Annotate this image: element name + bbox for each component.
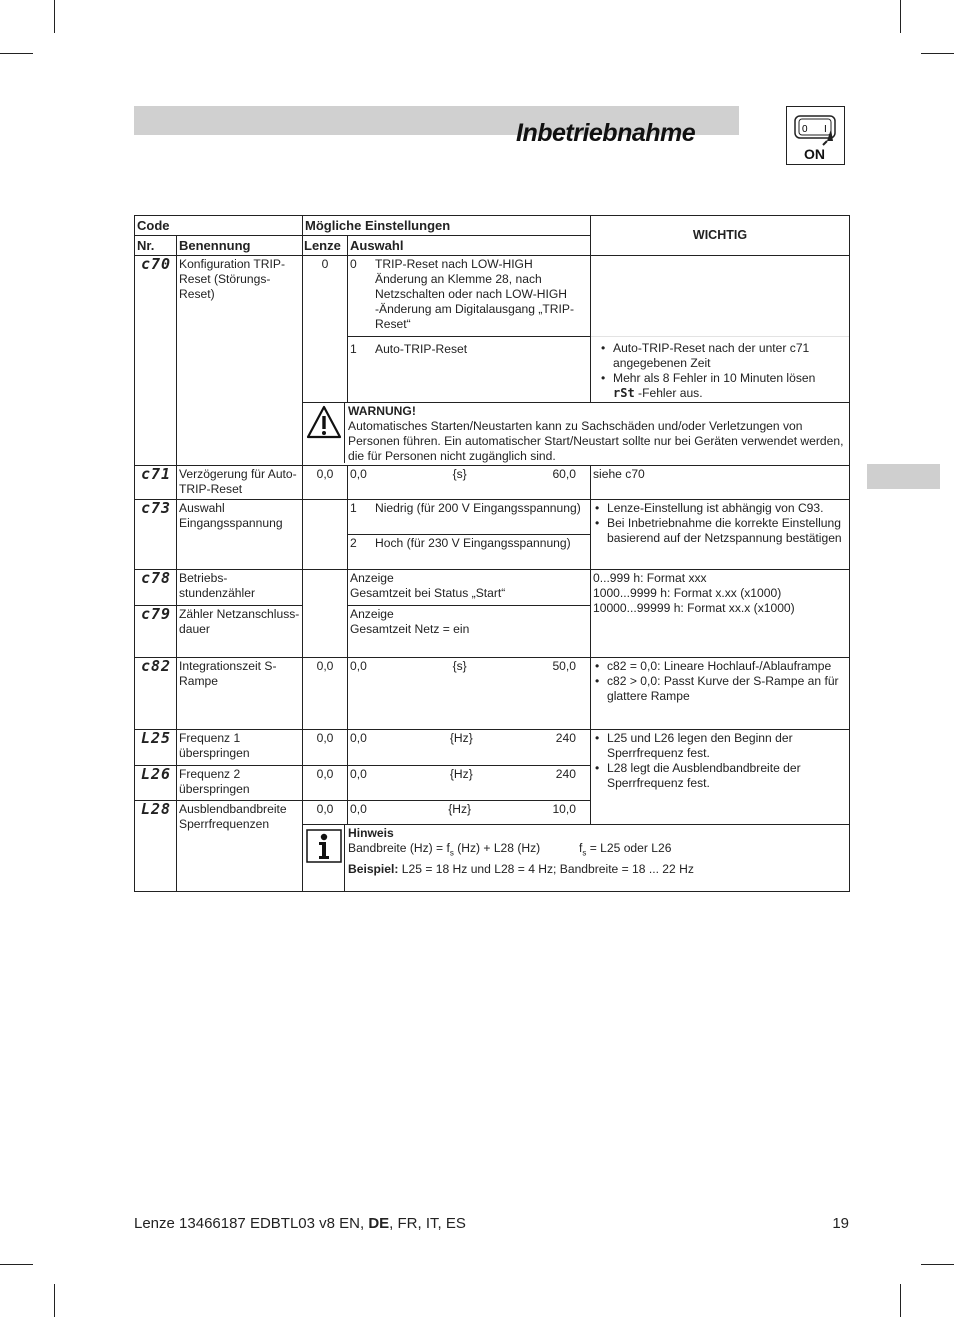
note-item: • Bei Inbetriebnahme die korrekte Einstellung basierend auf der Netzspannung bestätigen [607, 516, 847, 546]
code-L28: L28 [135, 801, 177, 892]
crop-mark [900, 0, 901, 33]
warning-icon [303, 403, 345, 463]
range-c82 [348, 658, 591, 730]
name-c79: Zähler Netzanschluss-dauer [177, 606, 303, 658]
formula-sub: s [582, 848, 587, 858]
formula-text: = L25 oder L26 [586, 841, 672, 855]
note-item [613, 371, 847, 401]
col-nr: Nr. [135, 236, 177, 256]
c70-note-empty [591, 256, 850, 337]
lenze-L25: 0,0 [303, 730, 348, 766]
page-number: 19 [832, 1215, 849, 1232]
sel-line: Gesamtzeit Netz = ein [350, 622, 470, 636]
range-L26 [348, 766, 591, 801]
note-text: Mehr als 8 Fehler in 10 Minuten lösen [613, 371, 816, 385]
crop-mark [921, 1264, 954, 1265]
info-icon [303, 825, 345, 891]
range-unit: {Hz} [449, 767, 473, 781]
code-c79: c79 [135, 606, 177, 658]
range-min: 0,0 [350, 467, 367, 481]
code-c82: c82 [135, 658, 177, 730]
name-L28: Ausblendbandbreite Sperrfrequenzen [177, 801, 303, 892]
hint-formula [348, 841, 846, 860]
code-L25: L25 [135, 730, 177, 766]
footer-text: , FR, IT, ES [389, 1215, 466, 1232]
note-item: • c82 = 0,0: Lineare Hochlauf-/Ablauframpe [607, 659, 847, 674]
formula-text: Bandbreite (Hz) = f [348, 841, 450, 855]
range-L28 [348, 801, 591, 825]
footer-doc-info [134, 1215, 466, 1232]
lenze-L26: 0,0 [303, 766, 348, 801]
parameter-table [134, 215, 850, 892]
formula-sub: s [449, 848, 454, 858]
option-text: TRIP-Reset nach LOW-HIGH Änderung an Klemme 28, nach Netzschalten oder nach LOW-HIGH -Änderung am Digitalausgang „TRIP-Reset“ [375, 257, 574, 331]
crop-mark [0, 53, 33, 54]
example-text: L25 = 18 Hz und L28 = 4 Hz; Bandbreite = 18 ... 22 Hz [398, 862, 694, 877]
note-item: • c82 > 0,0: Passt Kurve der S-Rampe an für glattere Rampe [607, 674, 847, 704]
footer-lang-current: DE [368, 1215, 390, 1232]
option-text: Hoch (für 230 V Eingangsspannung) [375, 536, 571, 550]
option-number: 1 [350, 342, 357, 356]
lenze-c73 [303, 500, 348, 570]
hint-title: Hinweis [348, 826, 394, 840]
name-L25: Frequenz 1 überspringen [177, 730, 303, 766]
notes-c78 [591, 570, 850, 658]
note-line: 10000...99999 h: Format xx.x (x1000) [593, 601, 795, 615]
hint-example [348, 862, 846, 877]
name-c71: Verzögerung für Auto-TRIP-Reset [177, 466, 303, 500]
code-c71: c71 [135, 466, 177, 500]
range-unit: {Hz} [449, 731, 473, 745]
range-min: 0,0 [350, 731, 367, 745]
on-label: ON [804, 146, 825, 162]
range-min: 0,0 [350, 659, 367, 673]
notes-c82 [591, 658, 850, 730]
crop-mark [921, 53, 954, 54]
power-switch-icon [786, 106, 845, 165]
note-item: • L25 und L26 legen den Beginn der Sperrfrequenz fest. [607, 731, 847, 761]
col-lenze: Lenze [303, 236, 348, 256]
lenze-c78-c79 [303, 570, 348, 658]
crop-mark [54, 1284, 55, 1317]
crop-mark [900, 1284, 901, 1317]
col-name: Benennung [177, 236, 303, 256]
c73-option-1 [348, 500, 591, 535]
name-c73: Auswahl Eingangsspannung [177, 500, 303, 570]
name-L26: Frequenz 2 überspringen [177, 766, 303, 801]
range-min: 0,0 [350, 767, 367, 781]
formula-text: f [579, 841, 583, 855]
code-c78: c78 [135, 570, 177, 606]
range-c71 [348, 466, 591, 500]
col-selection: Auswahl [348, 236, 591, 256]
sel-line: Anzeige [350, 607, 394, 621]
option-number: 1 [350, 501, 357, 515]
range-max: 10,0 [552, 802, 576, 816]
name-c82: Integrationszeit S-Rampe [177, 658, 303, 730]
example-label: Beispiel: [348, 862, 399, 877]
note-c71: siehe c70 [591, 466, 850, 500]
range-max: 240 [555, 731, 576, 745]
sel-c79 [348, 606, 591, 658]
sel-line: Anzeige [350, 571, 394, 585]
sel-c78 [348, 570, 591, 606]
warning-title: WARNUNG! [348, 404, 416, 418]
notes-L25 [591, 730, 850, 825]
footer-text: Lenze 13466187 EDBTL03 v8 EN, [134, 1215, 369, 1232]
note-text: -Fehler aus. [634, 386, 703, 400]
switch-on-mark: I [824, 124, 827, 135]
switch-off-mark: 0 [802, 124, 808, 135]
name-c70: Konfiguration TRIP-Reset (Störungs-Reset) [177, 256, 303, 466]
range-max: 240 [555, 767, 576, 781]
option-number: 2 [350, 536, 357, 550]
range-max: 60,0 [552, 467, 576, 481]
range-unit: {Hz} [448, 802, 472, 816]
col-important: WICHTIG [591, 216, 850, 256]
formula-text: (Hz) + L28 (Hz) [453, 841, 541, 855]
lenze-c82: 0,0 [303, 658, 348, 730]
code-L26: L26 [135, 766, 177, 801]
range-min: 0,0 [350, 802, 367, 816]
option-text: Niedrig (für 200 V Eingangsspannung) [375, 501, 581, 515]
col-settings: Mögliche Einstellungen [303, 216, 591, 236]
c70-option-1 [348, 337, 591, 403]
option-number: 0 [350, 257, 357, 271]
name-c78: Betriebs-stundenzähler [177, 570, 303, 606]
crop-mark [54, 0, 55, 33]
range-unit: {s} [452, 467, 467, 481]
c70-option-0 [348, 256, 591, 337]
note-item: • Lenze-Einstellung ist abhängig von C93. [607, 501, 847, 516]
chapter-tab [867, 464, 940, 489]
note-item: • L28 legt die Ausblendbandbreite der Sperrfrequenz fest. [607, 761, 847, 791]
option-text: Auto-TRIP-Reset [375, 342, 468, 356]
page-footer [134, 1215, 849, 1232]
lenze-c71: 0,0 [303, 466, 348, 500]
page-title: Inbetriebnahme [516, 119, 696, 147]
note-line: 1000...9999 h: Format x.xx (x1000) [593, 586, 782, 600]
range-L25 [348, 730, 591, 766]
c70-notes [591, 337, 850, 403]
lenze-c70: 0 [303, 256, 348, 403]
range-max: 50,0 [552, 659, 576, 673]
note-item: • Auto-TRIP-Reset nach der unter c71 angegebenen Zeit [613, 341, 847, 371]
note-line: 0...999 h: Format xxx [593, 571, 707, 585]
notes-c73 [591, 500, 850, 570]
crop-mark [0, 1264, 33, 1265]
sel-line: Gesamtzeit bei Status „Start“ [350, 586, 506, 600]
warning-box [303, 403, 850, 466]
range-unit: {s} [452, 659, 467, 673]
col-code: Code [135, 216, 303, 236]
rst-code: rSt [613, 386, 635, 400]
code-c70: c70 [135, 256, 177, 466]
code-c73: c73 [135, 500, 177, 570]
warning-text: Automatisches Starten/Neustarten kann zu Sachschäden und/oder Verletzungen von Personen führen. Ein automatischer Start/Neustart sollte nur bei Geräten verwendet werden, die für Personen nicht zugänglich sind. [348, 419, 844, 463]
hint-box [303, 825, 850, 892]
c73-option-2 [348, 535, 591, 570]
lenze-L28: 0,0 [303, 801, 348, 825]
